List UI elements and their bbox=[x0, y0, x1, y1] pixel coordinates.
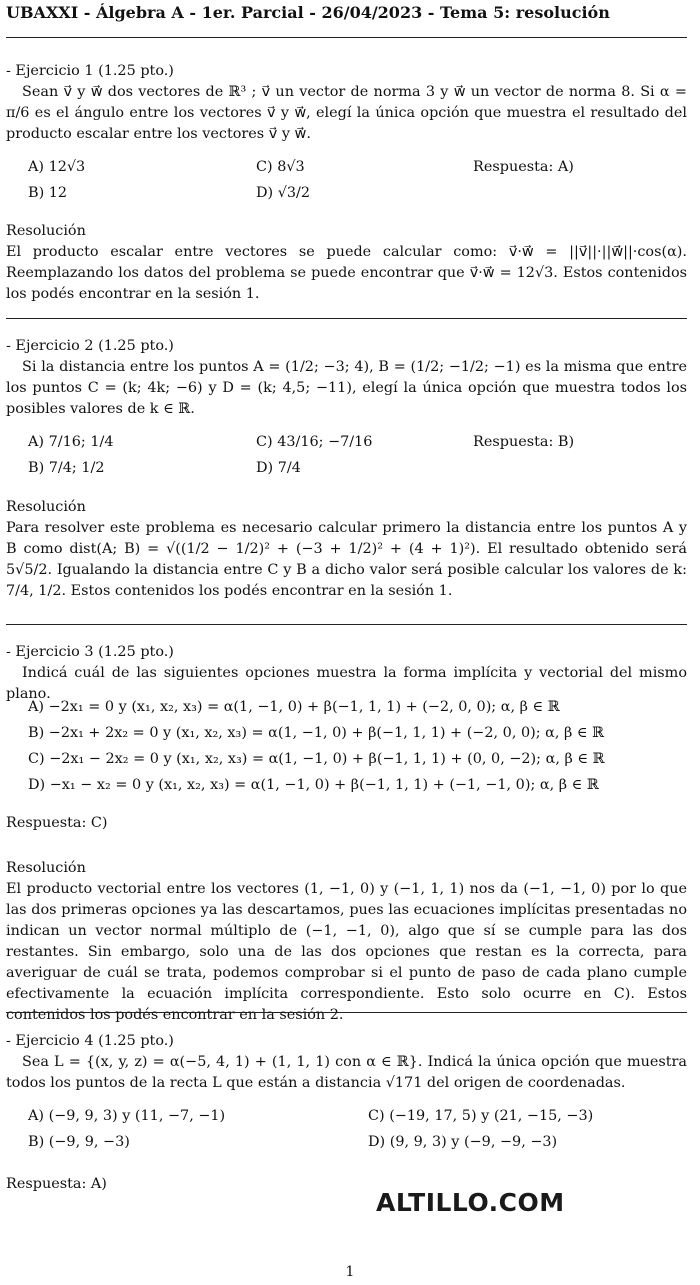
exercise-statement: Si la distancia entre los puntos A = (1/2; −3; 4), B = (1/2; −1/2; −1) es la misma que entre los puntos C = (k; 4k; −6) y D = (k; 4,5; −11), elegí la única opción que muestra todos los posibles valores de k ∈ ℝ. bbox=[6, 359, 687, 417]
exercise-4 bbox=[6, 1031, 687, 1094]
resolution-3 bbox=[6, 858, 687, 1026]
exercise-statement: Sea L = {(x, y, z) = α(−5, 4, 1) + (1, 1, 1) con α ∈ ℝ}. Indicá la única opción que muestra todos los puntos de la recta L que están a distancia √171 del origen de coordenadas. bbox=[6, 1054, 687, 1091]
option-c: C) −2x₁ − 2x₂ = 0 y (x₁, x₂, x₃) = α(1, −1, 0) + β(−1, 1, 1) + (0, 0, −2); α, β ∈ ℝ bbox=[28, 751, 605, 767]
answer: Respuesta: C) bbox=[6, 815, 108, 831]
options bbox=[6, 432, 687, 492]
exercise-title: - Ejercicio 1 (1.25 pto.) bbox=[6, 63, 174, 79]
page-header: UBAXXI - Álgebra A - 1er. Parcial - 26/04/2023 - Tema 5: resolución bbox=[6, 3, 610, 22]
options bbox=[6, 1106, 687, 1158]
option-c: C) 8√3 bbox=[256, 159, 305, 175]
option-d: D) √3/2 bbox=[256, 185, 311, 201]
options bbox=[6, 157, 687, 217]
option-d: D) −x₁ − x₂ = 0 y (x₁, x₂, x₃) = α(1, −1, 0) + β(−1, 1, 1) + (−1, −1, 0); α, β ∈ ℝ bbox=[28, 777, 599, 793]
resolution-1 bbox=[6, 221, 687, 305]
divider bbox=[6, 318, 687, 319]
exercise-title: - Ejercicio 3 (1.25 pto.) bbox=[6, 644, 174, 660]
option-a: A) −2x₁ = 0 y (x₁, x₂, x₃) = α(1, −1, 0) + β(−1, 1, 1) + (−2, 0, 0); α, β ∈ ℝ bbox=[28, 699, 560, 715]
exercise-3 bbox=[6, 642, 687, 705]
option-a: A) 12√3 bbox=[28, 159, 86, 175]
option-b: B) −2x₁ + 2x₂ = 0 y (x₁, x₂, x₃) = α(1, −1, 0) + β(−1, 1, 1) + (−2, 0, 0); α, β ∈ ℝ bbox=[28, 725, 605, 741]
resolution-text: El producto escalar entre vectores se puede calcular como: v⃗·w⃗ = ||v⃗||·||w⃗||·cos(α). Reemplazando los datos del problema se puede encontrar que v⃗·w⃗ = 12√3. Estos contenidos los podés encontrar en la sesión 1. bbox=[6, 244, 687, 302]
exercise-statement: Sean v⃗ y w⃗ dos vectores de ℝ³ ; v⃗ un vector de norma 3 y w⃗ un vector de norma 8. Si α = π/6 es el ángulo entre los vectores v⃗ y w⃗, elegí la única opción que muestra el resultado del producto escalar entre los vectores v⃗ y w⃗. bbox=[6, 84, 687, 142]
resolution-text: Para resolver este problema es necesario calcular primero la distancia entre los puntos A y B como dist(A; B) = √((1/2 − 1/2)² + (−3 + 1/2)² + (4 + 1)²). El resultado obtenido será 5√5/2. Igualando la distancia entre C y B a dicho valor será posible calcular los valores de k: 7/4, 1/2. Estos contenidos los podés encontrar en la sesión 1. bbox=[6, 520, 687, 599]
answer: Respuesta: A) bbox=[473, 159, 574, 175]
resolution-label: Resolución bbox=[6, 223, 86, 239]
resolution-2 bbox=[6, 497, 687, 602]
option-a: A) 7/16; 1/4 bbox=[28, 434, 114, 450]
divider bbox=[6, 1012, 687, 1013]
exercise-statement: Indicá cuál de las siguientes opciones muestra la forma implícita y vectorial del mismo plano. bbox=[6, 665, 687, 702]
divider bbox=[6, 37, 687, 38]
answer: Respuesta: B) bbox=[473, 434, 575, 450]
exercise-title: - Ejercicio 2 (1.25 pto.) bbox=[6, 338, 174, 354]
divider bbox=[6, 624, 687, 625]
resolution-label: Resolución bbox=[6, 499, 86, 515]
resolution-label: Resolución bbox=[6, 860, 86, 876]
option-b: B) 12 bbox=[28, 185, 68, 201]
option-d: D) 7/4 bbox=[256, 460, 301, 476]
option-b: B) 7/4; 1/2 bbox=[28, 460, 105, 476]
exercise-2 bbox=[6, 336, 687, 492]
option-d: D) (9, 9, 3) y (−9, −9, −3) bbox=[368, 1134, 558, 1150]
option-c: C) (−19, 17, 5) y (21, −15, −3) bbox=[368, 1108, 594, 1124]
answer: Respuesta: A) bbox=[6, 1176, 107, 1192]
exercise-title: - Ejercicio 4 (1.25 pto.) bbox=[6, 1033, 174, 1049]
resolution-text: El producto vectorial entre los vectores (1, −1, 0) y (−1, 1, 1) nos da (−1, −1, 0) por lo que las dos primeras opciones ya las descartamos, pues las ecuaciones implícitas presentadas no indican un vector normal múltiplo de (−1, −1, 0), algo que sí se cumple para las dos restantes. Sin embargo, solo una de las dos opciones que restan es la correcta, para averiguar de cuál se trata, podemos comprobar si el punto de paso de cada plano cumple efectivamente la ecuación implícita correspondiente. Esto solo ocurre en C). Estos contenidos los podés encontrar en la sesión 2. bbox=[6, 881, 687, 1023]
exercise-1 bbox=[6, 61, 687, 217]
option-c: C) 43/16; −7/16 bbox=[256, 434, 373, 450]
option-a: A) (−9, 9, 3) y (11, −7, −1) bbox=[28, 1108, 226, 1124]
altillo-logo: ALTILLO.COM bbox=[376, 1188, 565, 1217]
options bbox=[6, 697, 687, 807]
page-number: 1 bbox=[345, 1264, 355, 1280]
option-b: B) (−9, 9, −3) bbox=[28, 1134, 130, 1150]
